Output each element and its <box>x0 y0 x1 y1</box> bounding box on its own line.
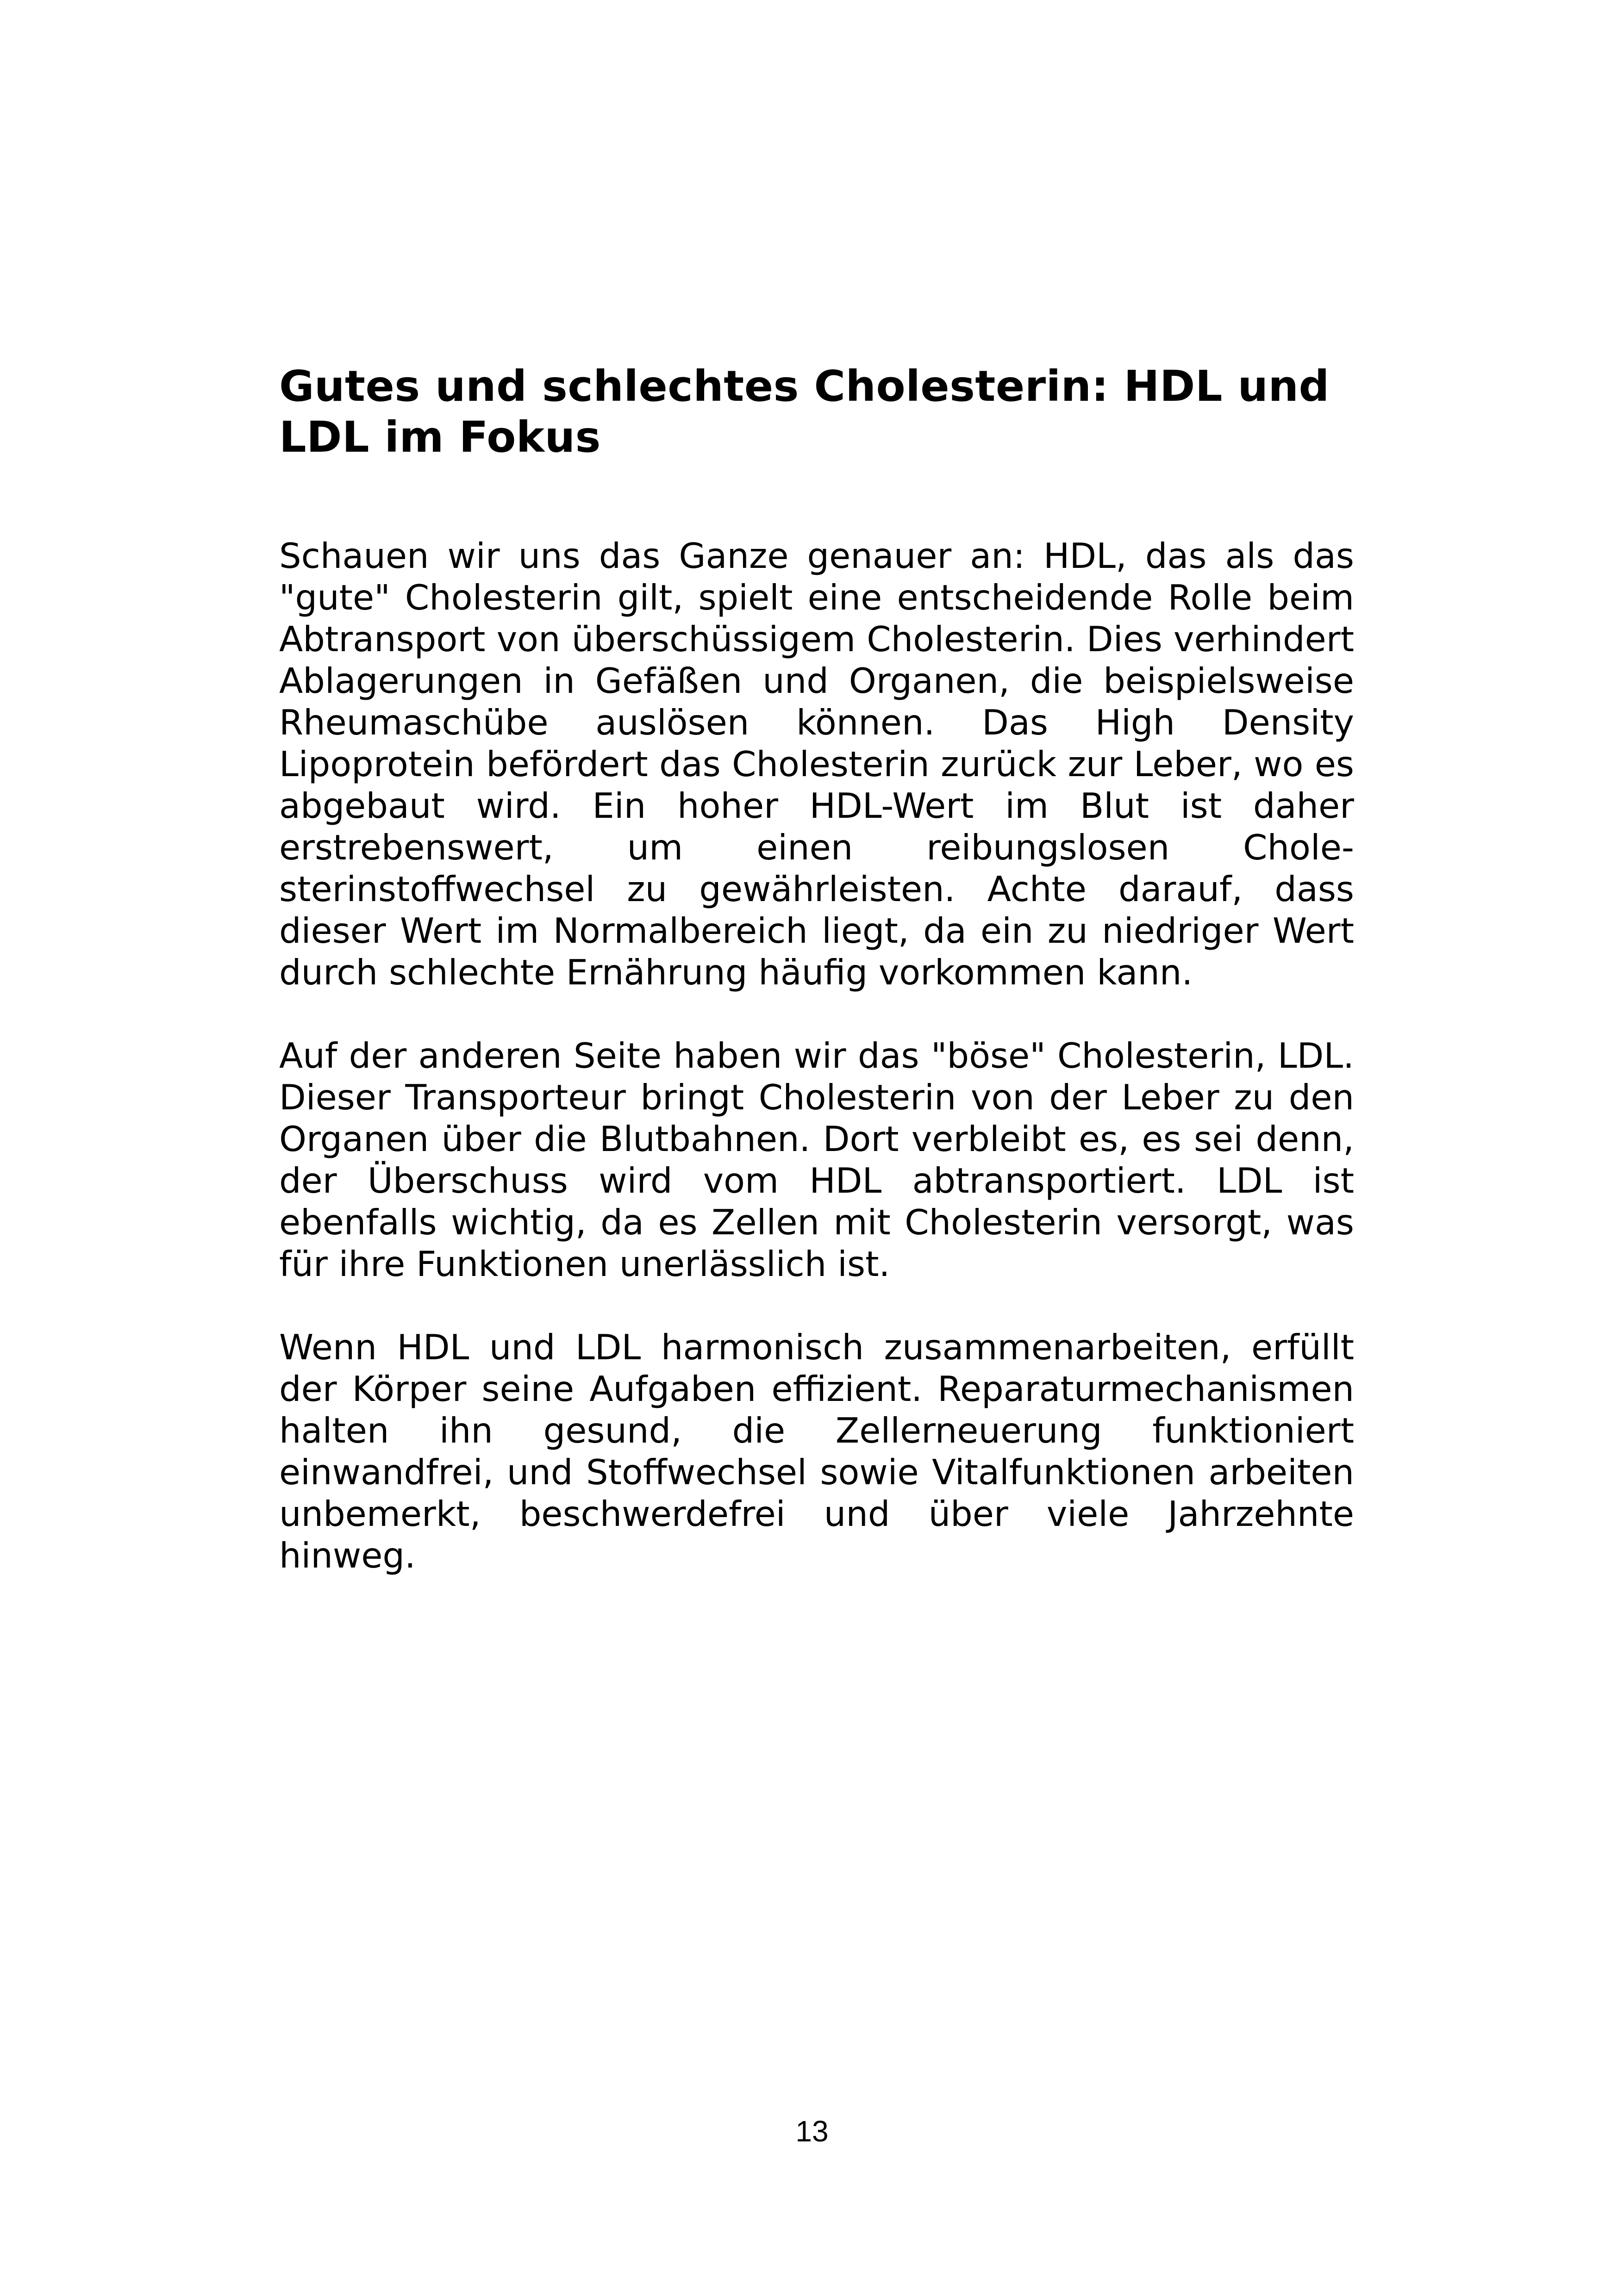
page-content <box>279 361 1354 1618</box>
paragraph-hdl: Schauen wir uns das Ganze genauer an: HDL, das als das "gute" Cholesterin gilt, spielt eine entscheidende Rolle beim Abtransport von überschüssigem Cholesterin. Dies verhindert Ablagerungen in Gefäßen und Organen, die beispielsweise Rheumaschübe auslösen können. Das High Density Lipoprotein befördert das Cholesterin zurück zur Leber, wo es abgebaut wird. Ein hoher HDL-Wert im Blut ist daher erstrebenswert, um einen reibungslosen Cholesterinstoffwechsel zu gewährleisten. Achte darauf, dass dieser Wert im Normalbereich liegt, da ein zu niedriger Wert durch schlechte Ernährung häufig vorkommen kann. <box>279 535 1354 993</box>
page-number: 13 <box>795 2115 829 2148</box>
paragraph-ldl: Auf der anderen Seite haben wir das "böse" Cholesterin, LDL. Dieser Transporteur bringt Cholesterin von der Leber zu den Organen über die Blutbahnen. Dort verbleibt es, es sei denn, der Überschuss wird vom HDL abtransportiert. LDL ist ebenfalls wichtig, da es Zellen mit Cholesterin versorgt, was für ihre Funktionen unerlässlich ist. <box>279 1035 1354 1284</box>
paragraph-harmony: Wenn HDL und LDL harmonisch zusammenarbeiten, erfüllt der Körper seine Aufgaben effizient. Reparaturmechanismen halten ihn gesund, die Zellerneuerung funktioniert einwandfrei, und Stoffwechsel sowie Vitalfunktionen arbeiten unbemerkt, beschwerdefrei und über viele Jahrzehnte hinweg. <box>279 1327 1354 1576</box>
section-heading: Gutes und schlechtes Cholesterin: HDL und LDL im Fokus <box>279 361 1330 462</box>
